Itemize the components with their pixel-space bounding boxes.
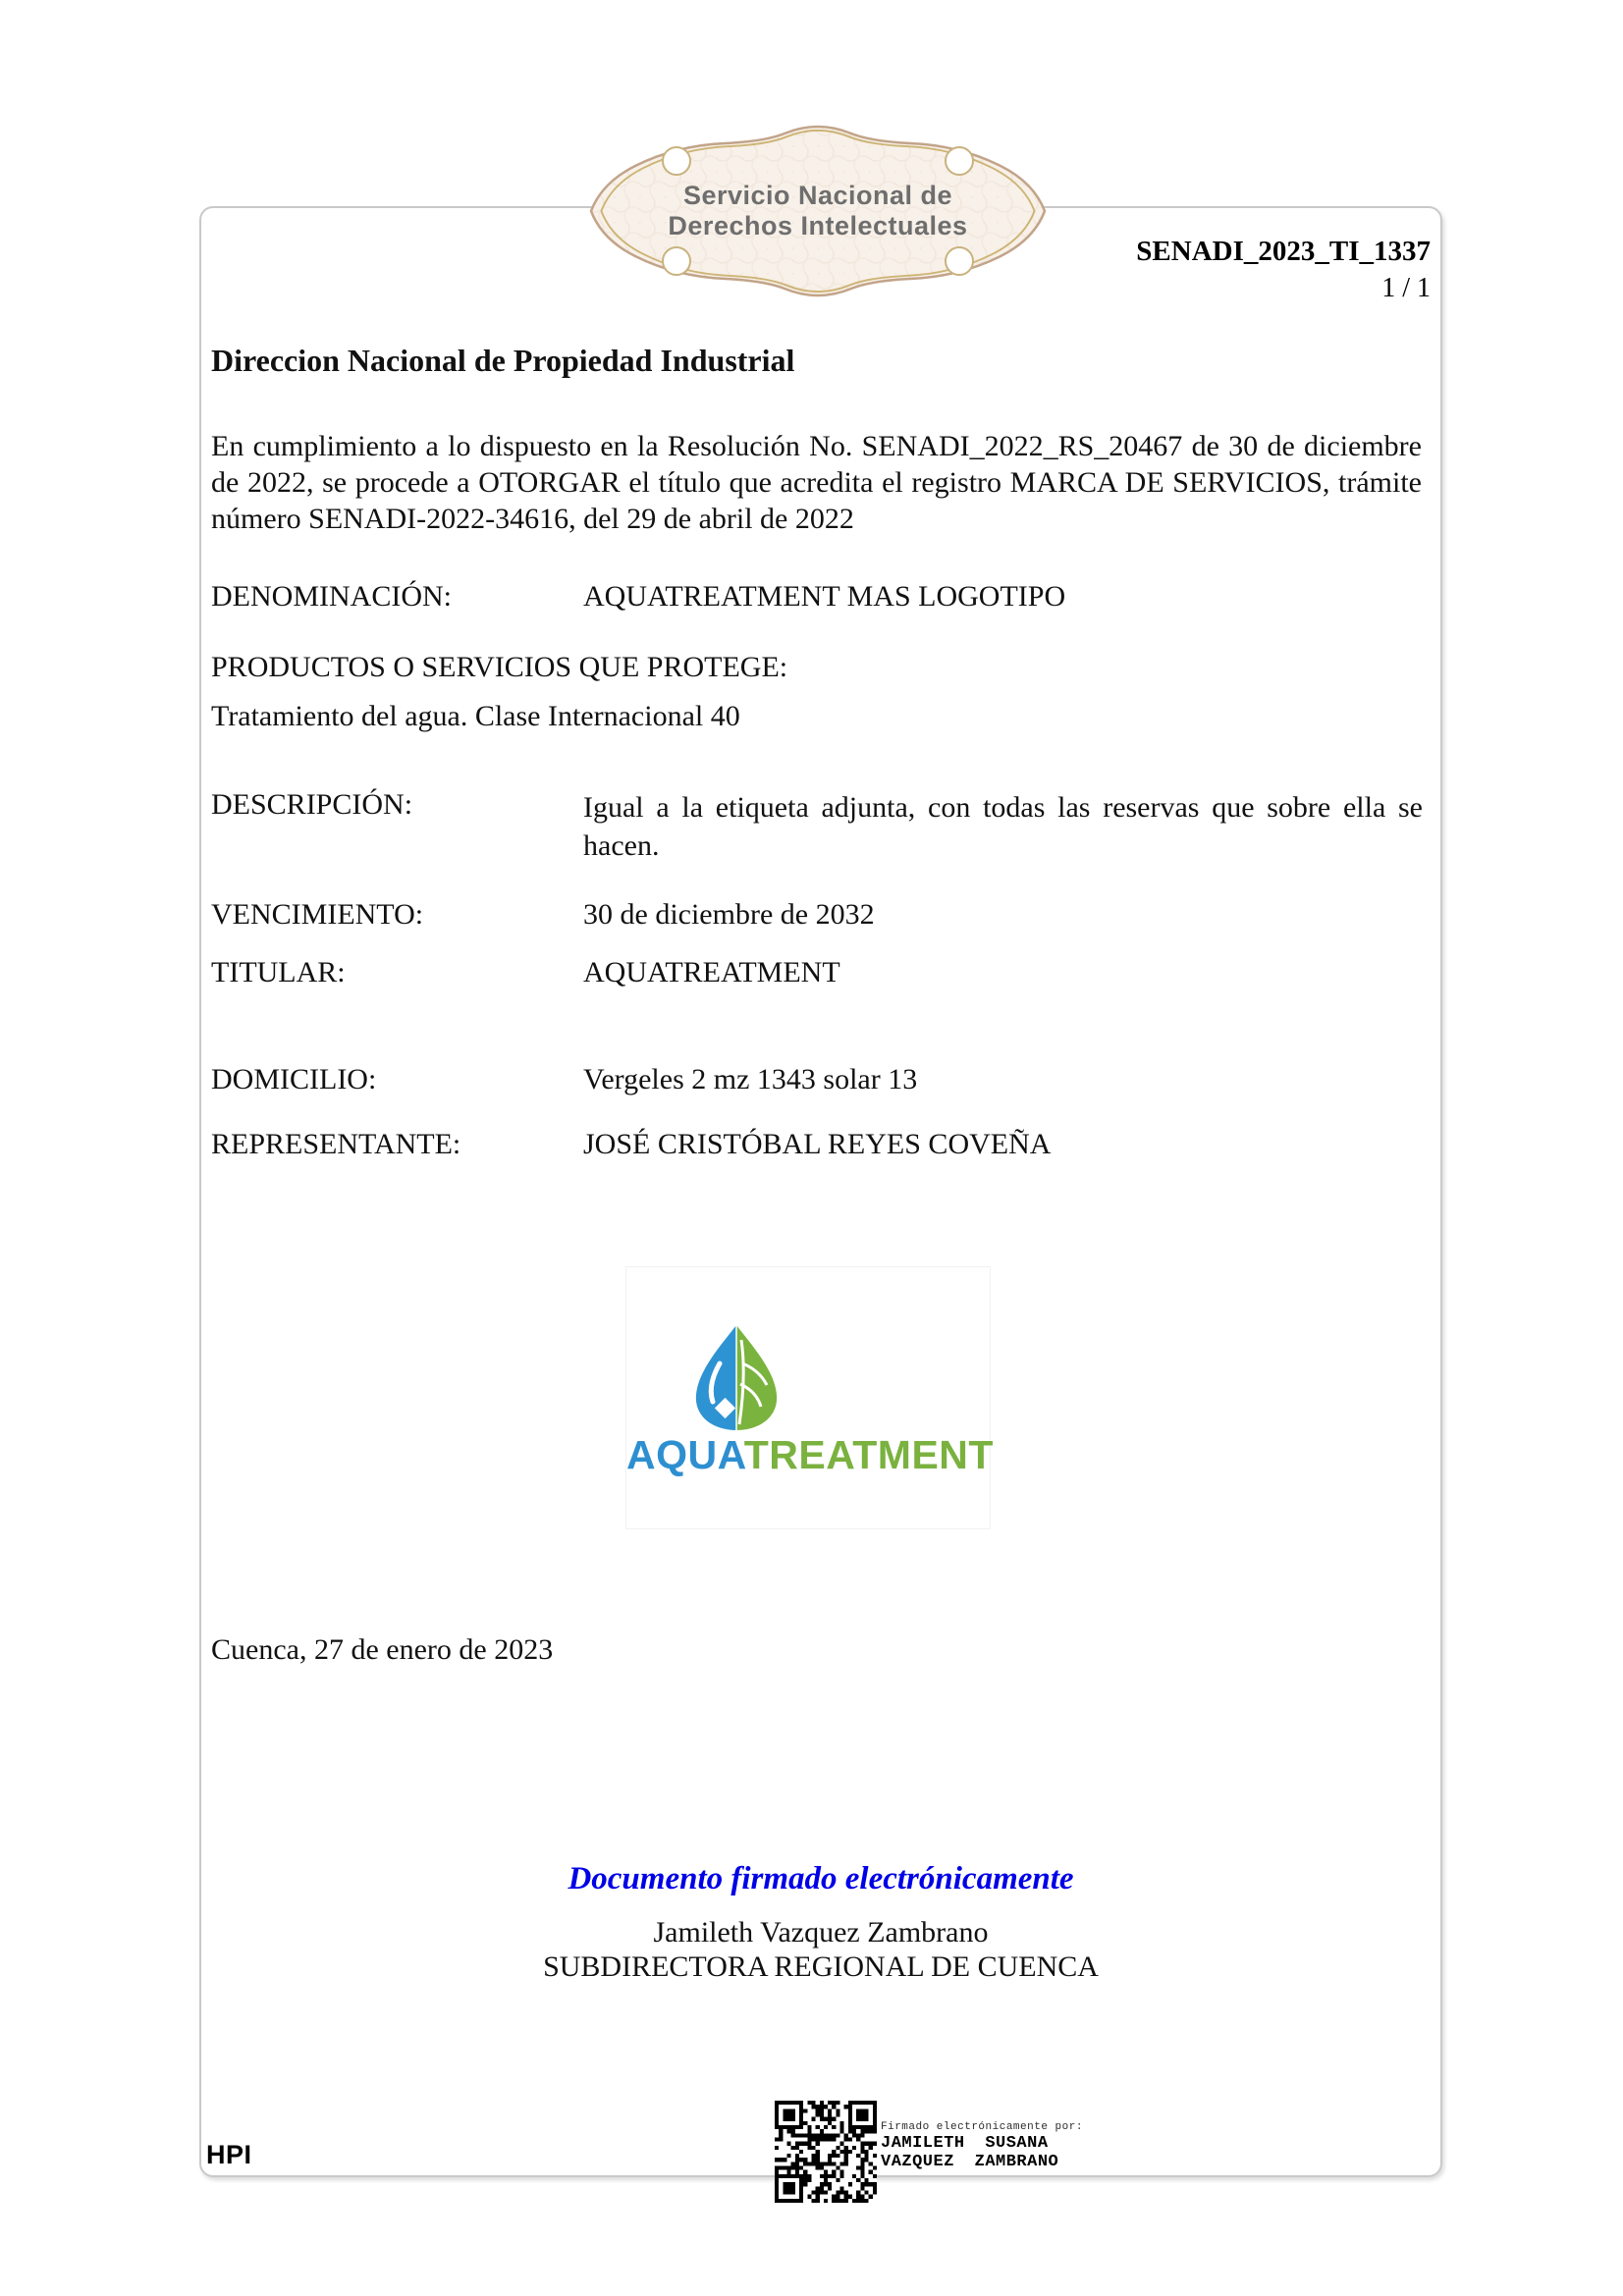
field-value: AQUATREATMENT MAS LOGOTIPO [583,580,1066,613]
page-indicator: 1 / 1 [1381,273,1431,303]
field-value: 30 de diciembre de 2032 [583,898,875,931]
badge-org-line2: Derechos Intelectuales [668,211,968,240]
field-label: VENCIMIENTO: [211,898,424,931]
trademark-wordmark [626,1432,994,1478]
badge-org-line1: Servicio Nacional de [682,181,953,210]
field-label: DENOMINACIÓN: [211,580,452,613]
esign-notice: Documento firmado electrónicamente [568,1861,1074,1896]
footer-hpi-mark: HPI [206,2140,252,2169]
field-label: PRODUCTOS O SERVICIOS QUE PROTEGE: [211,651,788,683]
logo-word-aqua: AQUA [626,1432,744,1477]
field-label: TITULAR: [211,956,346,988]
stamp-name-line2: VAZQUEZ ZAMBRANO [881,2153,1059,2171]
field-label: REPRESENTANTE: [211,1128,461,1160]
field-label: DOMICILIO: [211,1063,377,1095]
water-drop-leaf-icon [686,1322,786,1432]
field-value: Vergeles 2 mz 1343 solar 13 [583,1063,918,1095]
document-code: SENADI_2023_TI_1337 [1136,236,1431,267]
trademark-logo [625,1266,994,1529]
field-label: DESCRIPCIÓN: [211,788,413,821]
field-value: AQUATREATMENT [583,956,840,988]
logo-word-treatment: TREATMENT [743,1432,994,1477]
field-value: Tratamiento del agua. Clase Internacional 40 [211,700,740,732]
signer-name: Jamileth Vazquez Zambrano [653,1916,989,1949]
field-value: Igual a la etiqueta adjunta, con todas las reservas que sobre ella se hacen. [583,791,1423,862]
esign-stamp [881,2121,1083,2171]
field-value: JOSÉ CRISTÓBAL REYES COVEÑA [583,1128,1052,1160]
signer-title: SUBDIRECTORA REGIONAL DE CUENCA [543,1950,1099,1983]
stamp-prefix: Firmado electrónicamente por: [881,2121,1083,2133]
page-title: Direccion Nacional de Propiedad Industrial [211,343,795,378]
city-date-line: Cuenca, 27 de enero de 2023 [211,1633,554,1666]
document-header-code [1136,236,1431,304]
intro-paragraph: En cumplimiento a lo dispuesto en la Resolución No. SENADI_2022_RS_20467 de 30 de diciembre de 2022, se procede a OTORGAR el título que acredita el registro MARCA DE SERVICIOS, trámite número SENADI-2022-34616, del 29 de abril de 2022 [211,430,1422,535]
qr-code [775,2101,877,2203]
senadi-badge [588,120,1048,302]
stamp-name-line1: JAMILETH SUSANA [881,2134,1049,2153]
